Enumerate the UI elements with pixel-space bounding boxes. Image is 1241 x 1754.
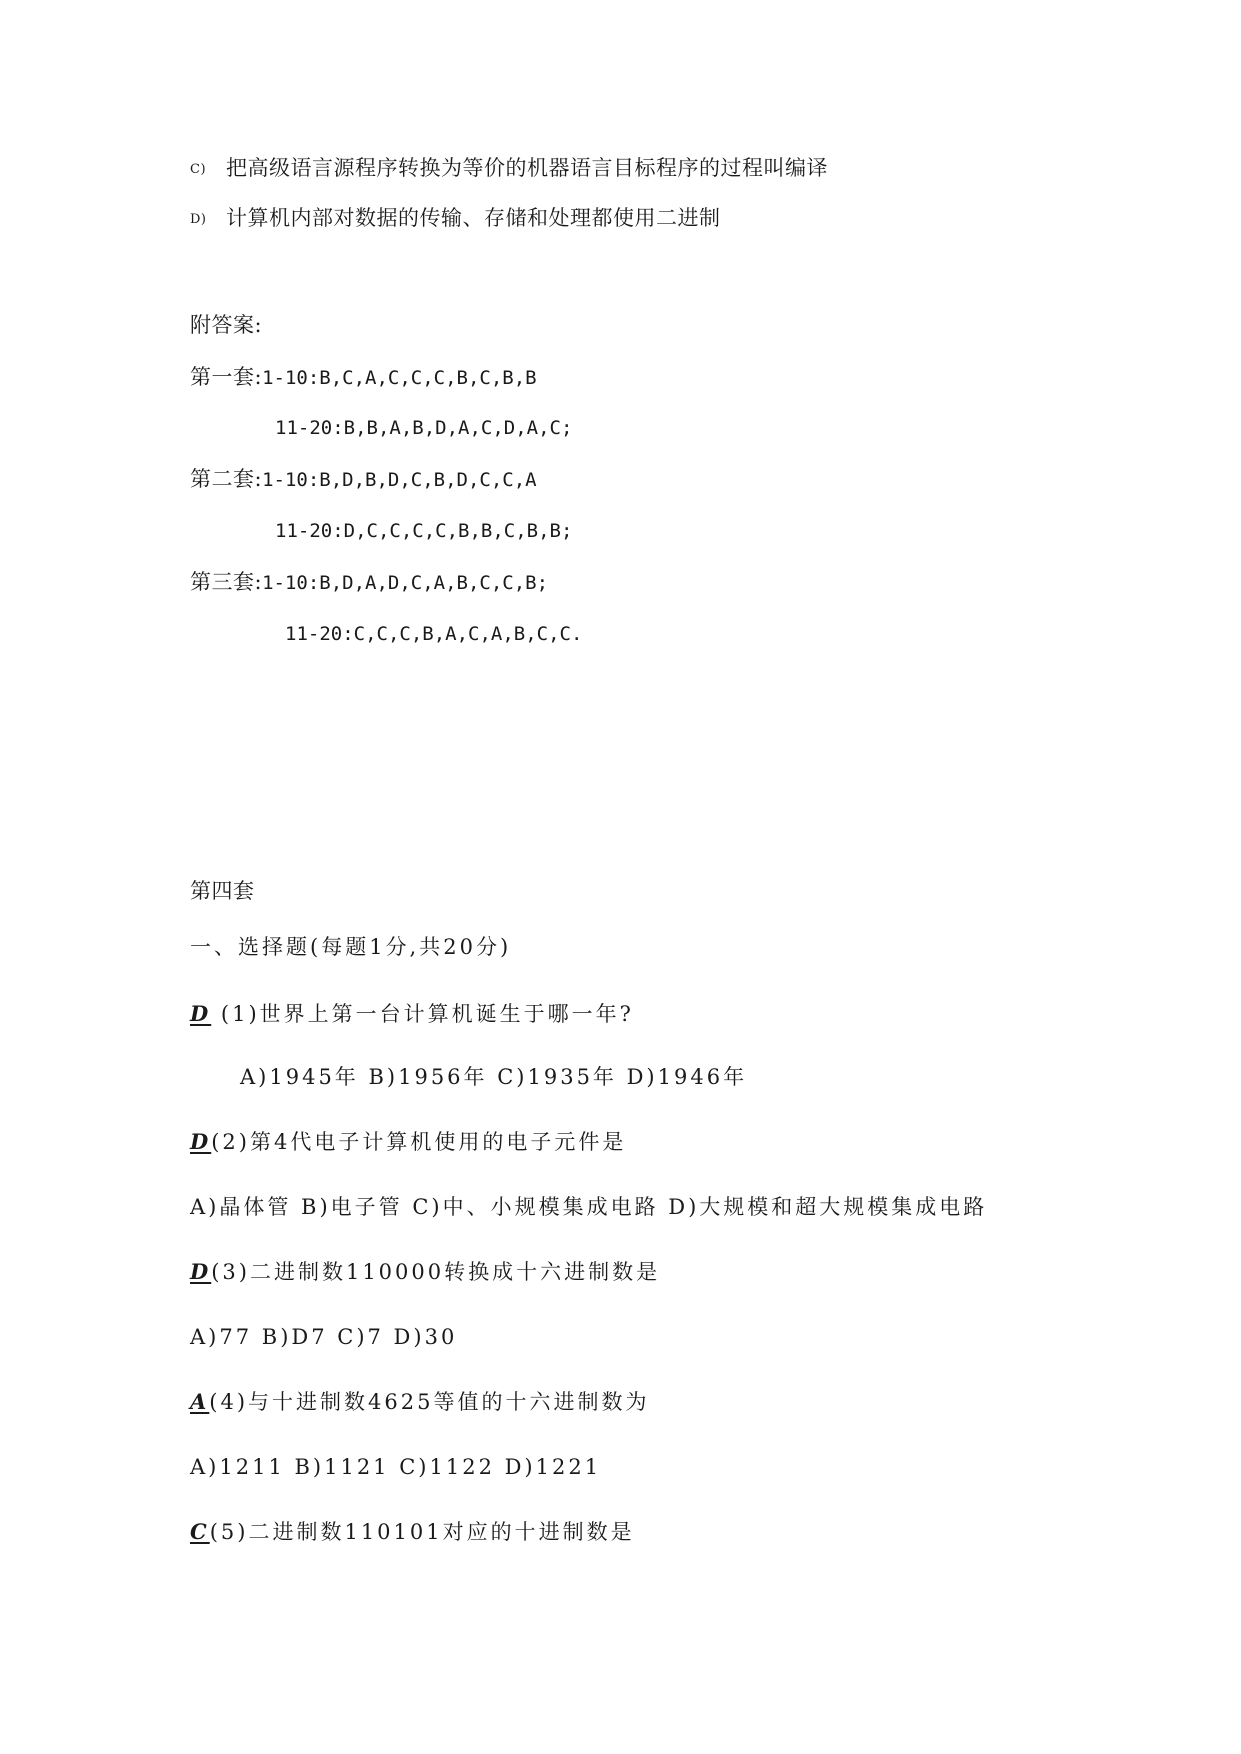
answer-set1-row1 [190,363,537,392]
question-4-text: (4)与十进制数4625等值的十六进制数为 [209,1390,650,1414]
question-4 [190,1388,650,1416]
option-c-line [190,154,828,184]
question-2-text: (2)第4代电子计算机使用的电子元件是 [211,1130,627,1154]
option-d-line [190,204,721,234]
question-5 [190,1518,635,1546]
option-d-tag: D) [190,211,207,227]
option-d-text: 计算机内部对数据的传输、存储和处理都使用二进制 [226,206,721,230]
option-c-tag: C) [190,161,207,177]
question-5-text: (5)二进制数110101对应的十进制数是 [209,1520,635,1544]
question-5-answer: C [190,1519,210,1544]
question-1-options: A)1945年 B)1956年 C)1935年 D)1946年 [240,1065,748,1089]
answer-set3-row1 [190,568,548,597]
answer-set2-row1 [190,465,537,494]
question-4-options: A)1211 B)1121 C)1122 D)1221 [190,1455,602,1479]
question-1 [190,1000,634,1028]
question-3-answer: D [190,1259,212,1284]
question-3 [190,1258,660,1286]
set4-section-heading: 一、选择题(每题1分,共20分) [190,935,512,959]
question-1-text: (1)世界上第一台计算机诞生于哪一年? [220,1002,634,1026]
question-1-answer: D [190,1001,212,1026]
question-2 [190,1128,626,1156]
answer-set2-label: 第二套: [190,467,263,491]
question-2-options: A)晶体管 B)电子管 C)中、小规模集成电路 D)大规模和超大规模集成电路 [190,1195,988,1219]
answer-set1-part1: 1-10:B,C,A,C,C,C,B,C,B,B [262,367,537,389]
answer-set3-label: 第三套: [190,570,263,594]
answers-heading: 附答案: [190,313,263,337]
question-4-answer: A [190,1389,210,1414]
question-3-text: (3)二进制数110000转换成十六进制数是 [211,1260,661,1284]
answer-set1-label: 第一套: [190,365,263,389]
answer-set3-part1: 1-10:B,D,A,D,C,A,B,C,C,B; [262,572,549,594]
answer-set3-part2: 11-20:C,C,C,B,A,C,A,B,C,C. [285,623,583,645]
set4-title: 第四套 [190,879,255,903]
question-2-answer: D [190,1129,212,1154]
question-3-options: A)77 B)D7 C)7 D)30 [190,1325,458,1349]
answer-set1-part2: 11-20:B,B,A,B,D,A,C,D,A,C; [275,417,573,439]
answer-set2-part1: 1-10:B,D,B,D,C,B,D,C,C,A [262,469,537,491]
option-c-text: 把高级语言源程序转换为等价的机器语言目标程序的过程叫编译 [226,156,828,180]
answer-set2-part2: 11-20:D,C,C,C,C,B,B,C,B,B; [275,520,573,542]
